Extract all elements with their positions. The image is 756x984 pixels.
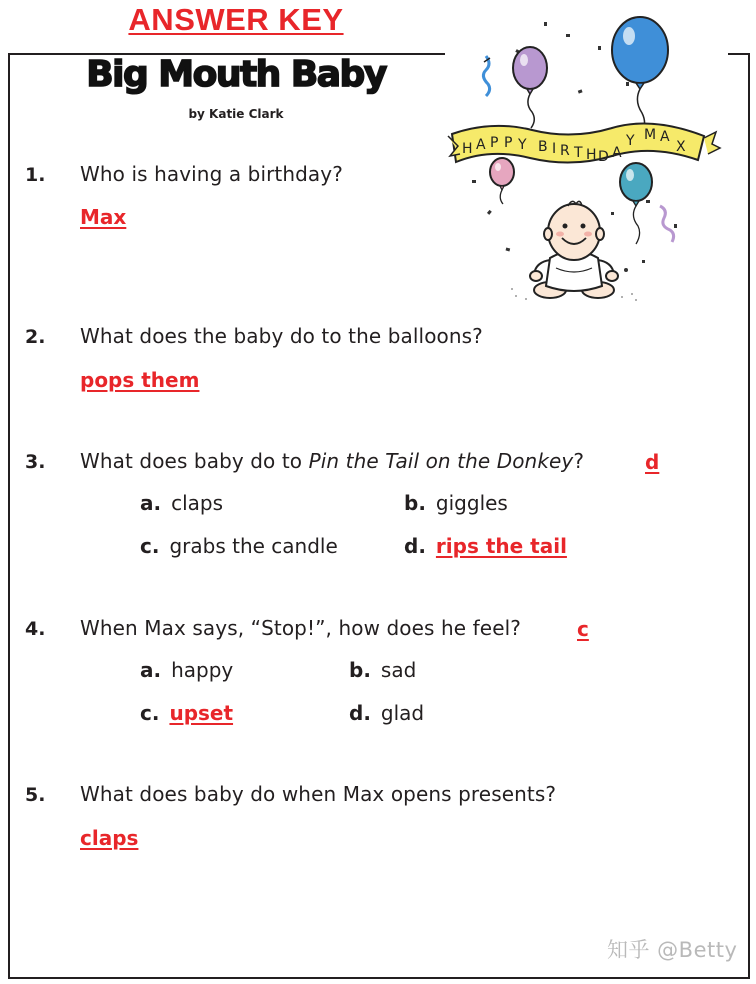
question-3-number: 3. [25,451,46,473]
svg-text:B: B [538,139,548,155]
svg-text:D: D [598,149,609,165]
question-2-text: What does the baby do to the balloons? [80,324,483,348]
balloon-icon [612,17,668,135]
svg-text:P: P [504,135,513,151]
frame-border-right [748,53,750,979]
question-3-option-b: b. giggles [404,491,508,515]
question-4-answer: c [577,617,589,641]
svg-text:Y: Y [626,133,635,149]
question-3-option-c: c. grabs the candle [140,534,338,558]
story-author: by Katie Clark [188,107,284,121]
question-5-answer: claps [80,826,139,850]
question-4-option-d: d. glad [349,701,425,725]
watermark: 知乎 @Betty [607,938,738,962]
svg-text:P: P [490,135,499,151]
question-4-text: When Max says, “Stop!”, how does he feel? [80,616,521,640]
frame-border-bottom [8,977,750,979]
question-1-number: 1. [25,164,46,186]
balloon-icon [513,47,547,128]
streamer-icon [660,206,674,242]
svg-text:T: T [574,145,583,161]
baby-icon [510,201,618,298]
svg-text:M: M [644,127,657,143]
balloon-icon [490,158,514,204]
question-3-option-a: a. claps [140,491,224,515]
question-2-number: 2. [25,326,46,348]
svg-text:A: A [612,145,622,161]
svg-text:R: R [560,143,570,159]
svg-text:A: A [476,137,486,153]
svg-text:Y: Y [518,137,527,153]
question-4-number: 4. [25,618,46,640]
birthday-banner [448,124,720,166]
frame-border-top-right [728,53,750,55]
story-title: Big Mouth Baby [86,54,386,95]
birthday-baby-illustration [446,10,726,302]
question-4-option-c: c. upset [140,701,234,725]
question-5-number: 5. [25,784,46,806]
question-3-text: What does baby do to Pin the Tail on the Donkey? [80,449,585,473]
balloon-icon [620,163,652,244]
question-1-answer: Max [80,205,127,229]
question-3-option-d: d. rips the tail [404,534,567,558]
answer-key-heading: ANSWER KEY [128,2,344,37]
question-4-option-a: a. happy [140,658,234,682]
frame-border-left [8,53,10,979]
svg-text:I: I [552,141,557,157]
question-3-answer: d [645,450,660,474]
question-4-option-b: b. sad [349,658,417,682]
question-5-text: What does baby do when Max opens presents? [80,782,557,806]
question-2-answer: pops them [80,368,200,392]
svg-text:H: H [462,141,473,157]
svg-text:A: A [660,129,670,145]
question-1-text: Who is having a birthday? [80,162,343,186]
svg-text:X: X [676,139,686,155]
svg-text:H: H [586,147,597,163]
